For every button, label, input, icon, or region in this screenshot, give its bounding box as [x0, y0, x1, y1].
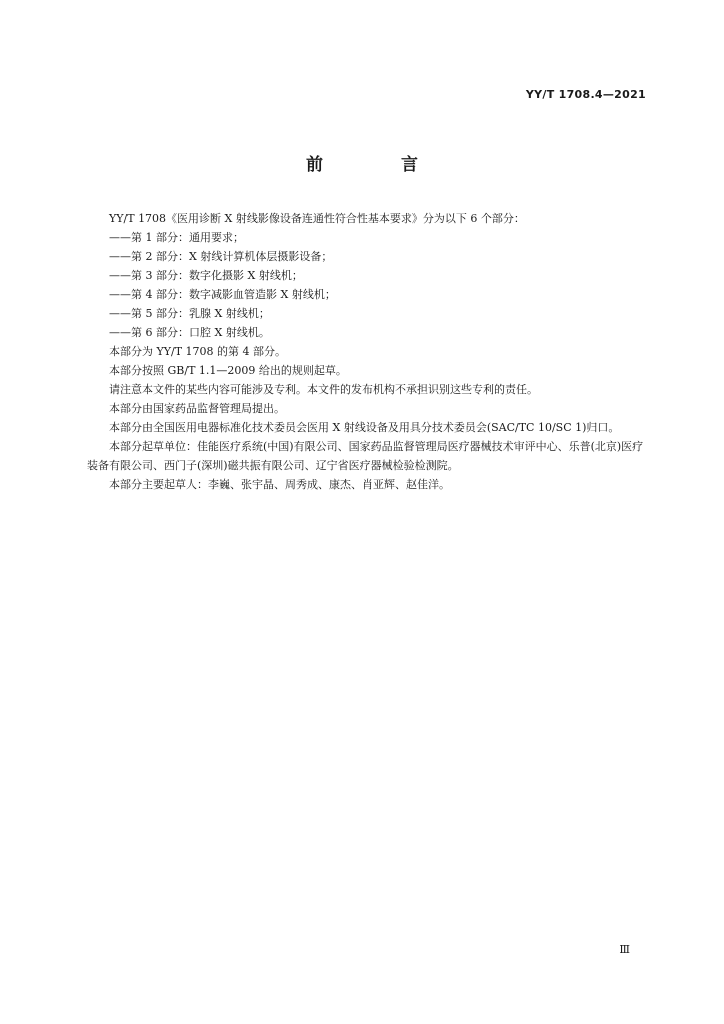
document-code: YY/T 1708.4—2021: [525, 88, 646, 101]
paragraph-committee: 本部分由全国医用电器标准化技术委员会医用 X 射线设备及用具分技术委员会(SAC/TC 10/SC 1)归口。: [109, 421, 620, 434]
paragraph-part-statement: 本部分为 YY/T 1708 的第 4 部分。: [109, 345, 287, 358]
list-item-part-6: ——第 6 部分：口腔 X 射线机。: [109, 326, 270, 339]
list-item-part-3: ——第 3 部分：数字化摄影 X 射线机；: [109, 269, 303, 282]
paragraph-intro: YY/T 1708《医用诊断 X 射线影像设备连通性符合性基本要求》分为以下 6 个部分：: [109, 212, 525, 225]
paragraph-proposer: 本部分由国家药品监督管理局提出。: [109, 402, 285, 415]
list-item-part-5: ——第 5 部分：乳腺 X 射线机；: [109, 307, 270, 320]
page-title: 前 言: [306, 155, 454, 175]
paragraph-drafting-units: 本部分起草单位：佳能医疗系统(中国)有限公司、国家药品监督管理局医疗器械技术审评中心、乐普(北京)医疗装备有限公司、西门子(深圳)磁共振有限公司、辽宁省医疗器械检验检测院。: [87, 440, 644, 472]
paragraph-drafters: 本部分主要起草人：李巍、张宇晶、周秀成、康杰、肖亚辉、赵佳洋。: [109, 478, 450, 491]
paragraph-drafting-rules: 本部分按照 GB/T 1.1—2009 给出的规则起草。: [109, 364, 347, 377]
page-number: Ⅲ: [619, 943, 630, 956]
paragraph-patent-notice: 请注意本文件的某些内容可能涉及专利。本文件的发布机构不承担识别这些专利的责任。: [109, 383, 538, 396]
document-body: [87, 209, 649, 494]
list-item-part-1: ——第 1 部分：通用要求；: [109, 231, 244, 244]
list-item-part-4: ——第 4 部分：数字减影血管造影 X 射线机；: [109, 288, 336, 301]
list-item-part-2: ——第 2 部分：X 射线计算机体层摄影设备；: [109, 250, 333, 263]
